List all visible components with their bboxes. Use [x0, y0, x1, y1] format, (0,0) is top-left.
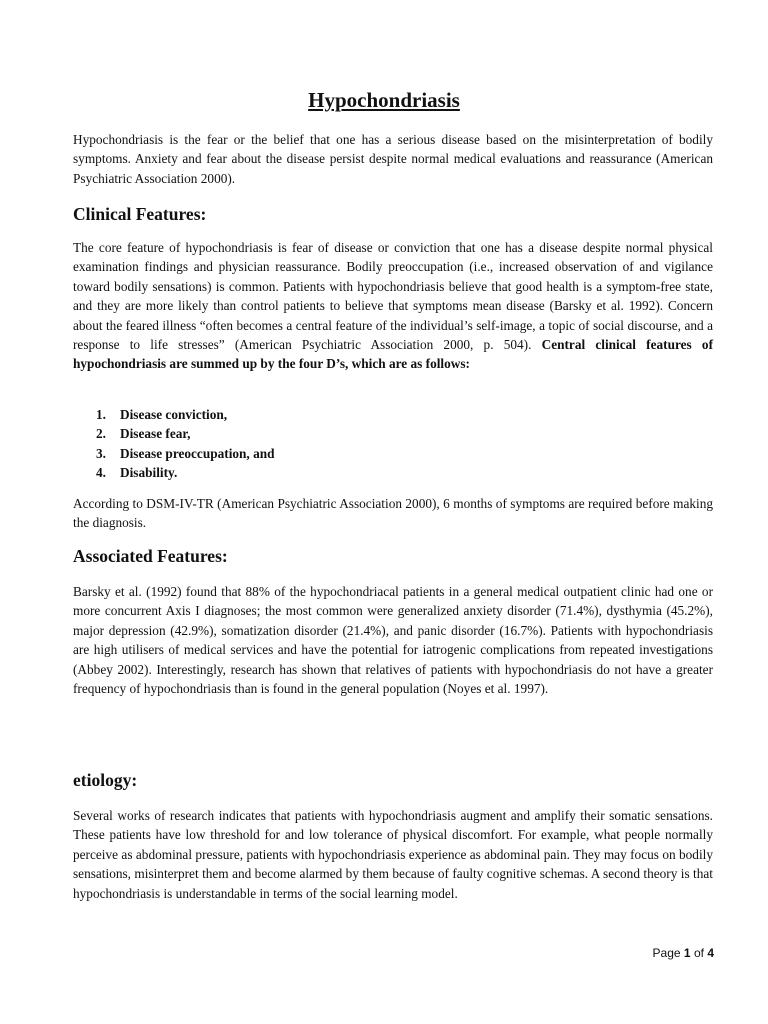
- list-item: [73, 444, 713, 463]
- clinical-features-heading: Clinical Features:: [73, 204, 207, 224]
- list-item: [73, 424, 713, 443]
- list-number: 2.: [96, 426, 106, 442]
- list-text: Disability.: [120, 465, 178, 481]
- four-ds-list: [73, 405, 713, 483]
- page-word: Page: [652, 946, 681, 960]
- current-page-number: 1: [683, 946, 691, 960]
- total-pages-number: 4: [707, 946, 714, 960]
- associated-features-heading: Associated Features:: [73, 546, 228, 566]
- of-word: of: [693, 946, 704, 960]
- list-item: [73, 463, 713, 482]
- list-text: Disease preoccupation, and: [120, 445, 275, 461]
- list-text: Disease fear,: [120, 426, 191, 442]
- four-ds-intro: Central clinical features of hypochondriasis are summed up by the four D’s, which are as follows:: [73, 337, 713, 372]
- list-number: 1.: [96, 407, 106, 422]
- list-text: Disease conviction,: [120, 407, 228, 422]
- list-number: 4.: [96, 465, 106, 481]
- intro-paragraph: Hypochondriasis is the fear or the belief that one has a serious disease based on the misinterpretation of bodily symptoms. Anxiety and fear about the disease persist despite normal medical evaluations and reassurance (American Psychiatric Association 2000).: [73, 132, 713, 186]
- list-number: 3.: [96, 445, 106, 461]
- clinical-features-text: The core feature of hypochondriasis is fear of disease or conviction that one has a disease despite normal physical examination findings and physician reassurance. Bodily preoccupation (i.e., increased observation of and vigilance toward bodily sensations) is common. Patients with hypochondriasis believe that good health is a symptom-free state, and they are more likely than control patients to believe that symptoms mean disease (Barsky et al. 1992). Concern about the feared illness “often becomes a central feature of the individual’s self-image, a topic of social discourse, and a response to life stresses” (American Psychiatric Association 2000, p. 504).: [73, 240, 713, 353]
- associated-features-paragraph: Barsky et al. (1992) found that 88% of the hypochondriacal patients in a general medical outpatient clinic had one or more concurrent Axis I diagnoses; the most common were generalized anxiety disorder (71.4%), dysthymia (45.2%), major depression (42.9%), somatization disorder (21.4%), and panic disorder (16.7%). Patients with hypochondriasis are high utilisers of medical services and have the potential for iatrogenic complications from repeated investigations (Abbey 2002). Interestingly, research has shown that relatives of patients with hypochondriasis do not have a greater frequency of hypochondriasis than is found in the general population (Noyes et al. 1997).: [73, 584, 713, 697]
- page-title: Hypochondriasis: [308, 88, 460, 112]
- dsm-paragraph: According to DSM-IV-TR (American Psychiatric Association 2000), 6 months of symptoms are required before making the diagnosis.: [73, 496, 713, 531]
- list-item: [73, 405, 713, 424]
- etiology-heading: etiology:: [73, 770, 138, 790]
- clinical-features-paragraph: [73, 238, 713, 374]
- page-footer: [653, 946, 714, 960]
- etiology-paragraph: Several works of research indicates that patients with hypochondriasis augment and amplify their somatic sensations. These patients have low threshold for and low tolerance of physical discomfort. For example, what people normally perceive as abdominal pressure, patients with hypochondriasis experience as abdominal pain. They may focus on bodily sensations, misinterpret them and become alarmed by them because of faulty cognitive schemas. A second theory is that hypochondriasis is understandable in terms of the social learning model.: [73, 808, 713, 901]
